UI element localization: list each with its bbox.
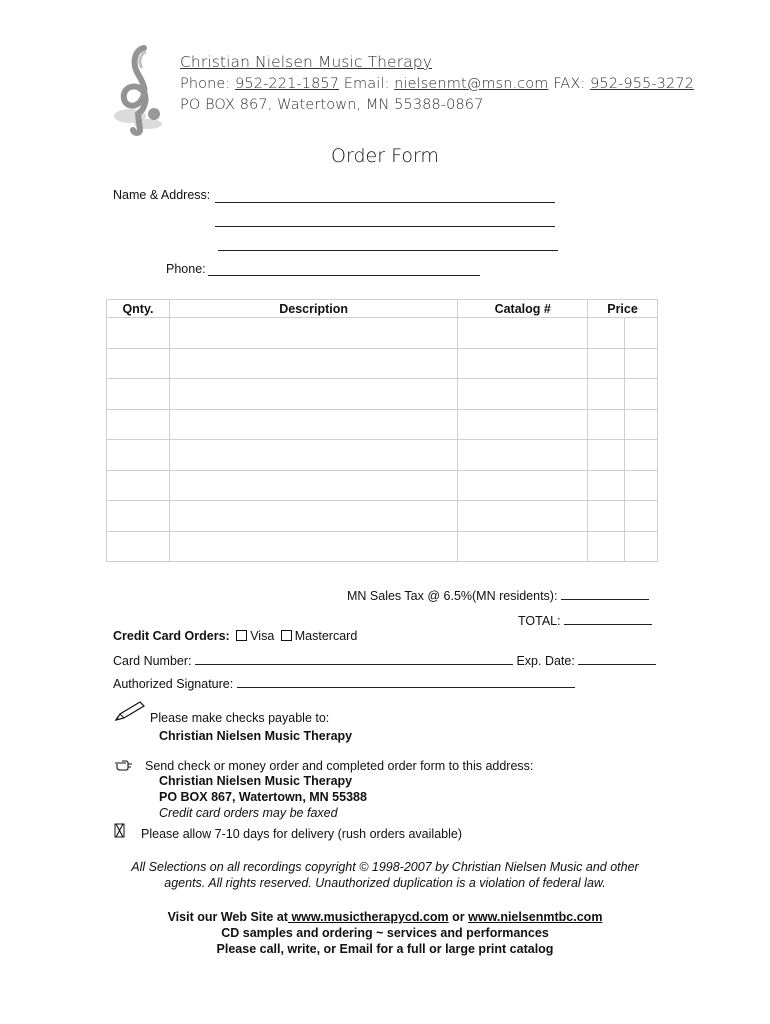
catalog-cell[interactable] <box>458 318 588 349</box>
signature-line: Authorized Signature: <box>113 677 575 691</box>
catalog-cell[interactable] <box>458 348 588 379</box>
name-address-label: Name & Address: <box>113 188 211 202</box>
phone-field[interactable] <box>208 265 480 276</box>
exp-date-field[interactable] <box>578 654 656 665</box>
send-text: Send check or money order and completed order form to this address: <box>145 759 534 773</box>
table-row <box>107 501 658 532</box>
send-address: PO BOX 867, Watertown, MN 55388 <box>159 790 367 804</box>
table-header-row <box>107 300 658 318</box>
table-row <box>107 348 658 379</box>
price-cell[interactable] <box>588 531 658 562</box>
col-qnty: Qnty. <box>107 300 170 318</box>
site-link-1[interactable]: www.musictherapycd.com <box>291 910 449 924</box>
order-table <box>106 299 658 562</box>
price-cell[interactable] <box>588 348 658 379</box>
description-cell[interactable] <box>169 531 457 562</box>
catalog-cell[interactable] <box>458 531 588 562</box>
copyright-line-1: All Selections on all recordings copyright © 1998-2007 by Christian Nielsen Music and other <box>131 860 639 874</box>
description-cell[interactable] <box>169 501 457 532</box>
table-row <box>107 318 658 349</box>
sales-tax-line: MN Sales Tax @ 6.5%(MN residents): <box>347 589 649 603</box>
qnty-cell[interactable] <box>107 409 170 440</box>
delivery-text: Please allow 7-10 days for delivery (rush orders available) <box>141 827 462 841</box>
qnty-cell[interactable] <box>107 440 170 471</box>
name-address-field-3[interactable] <box>218 240 558 251</box>
catalog-cell[interactable] <box>458 409 588 440</box>
footer-catalog: Please call, write, or Email for a full or large print catalog <box>216 942 554 956</box>
send-note: Credit card orders may be faxed <box>159 806 338 820</box>
card-number-line: Card Number: Exp. Date: <box>113 654 656 668</box>
send-name: Christian Nielsen Music Therapy <box>159 774 353 788</box>
description-cell[interactable] <box>169 470 457 501</box>
col-catalog: Catalog # <box>458 300 588 318</box>
company-address: PO BOX 867, Watertown, MN 55388-0867 <box>180 97 484 113</box>
catalog-cell[interactable] <box>458 379 588 410</box>
phone-link[interactable]: 952-221-1857 <box>235 76 340 92</box>
catalog-cell[interactable] <box>458 440 588 471</box>
total-line: TOTAL: <box>518 614 652 628</box>
price-cell[interactable] <box>588 379 658 410</box>
pointing-hand-icon <box>114 757 136 771</box>
qnty-cell[interactable] <box>107 348 170 379</box>
page-title: Order Form <box>331 145 439 167</box>
mastercard-checkbox[interactable] <box>281 630 292 641</box>
checks-payee: Christian Nielsen Music Therapy <box>159 729 353 743</box>
qnty-cell[interactable] <box>107 379 170 410</box>
table-row <box>107 531 658 562</box>
card-number-field[interactable] <box>195 654 513 665</box>
qnty-cell[interactable] <box>107 531 170 562</box>
description-cell[interactable] <box>169 348 457 379</box>
phone-label: Phone: <box>166 262 206 276</box>
table-row <box>107 409 658 440</box>
qnty-cell[interactable] <box>107 318 170 349</box>
website-line: Visit our Web Site at www.musictherapycd.com or www.nielsenmtbc.com <box>167 910 603 924</box>
fax-number: 952-955-3272 <box>590 76 694 92</box>
catalog-cell[interactable] <box>458 501 588 532</box>
qnty-cell[interactable] <box>107 501 170 532</box>
qnty-cell[interactable] <box>107 470 170 501</box>
contact-line: Phone: 952-221-1857 Email: nielsenmt@msn.com FAX: 952-955-3272 <box>180 76 694 92</box>
price-cell[interactable] <box>588 440 658 471</box>
description-cell[interactable] <box>169 318 457 349</box>
table-row <box>107 379 658 410</box>
catalog-cell[interactable] <box>458 470 588 501</box>
description-cell[interactable] <box>169 440 457 471</box>
price-cell[interactable] <box>588 409 658 440</box>
site-link-2[interactable]: www.nielsenmtbc.com <box>468 910 603 924</box>
hourglass-icon <box>114 823 125 838</box>
signature-field[interactable] <box>237 677 575 688</box>
visa-checkbox[interactable] <box>236 630 247 641</box>
sales-tax-field[interactable] <box>561 589 649 600</box>
table-row <box>107 440 658 471</box>
price-cell[interactable] <box>588 501 658 532</box>
col-description: Description <box>169 300 457 318</box>
treble-clef-logo <box>104 44 170 136</box>
total-field[interactable] <box>564 614 652 625</box>
name-address-field-2[interactable] <box>215 216 555 227</box>
credit-card-line: Credit Card Orders: Visa Mastercard <box>113 629 358 643</box>
name-address-field-1[interactable] <box>215 192 555 203</box>
copyright-line-2: agents. All rights reserved. Unauthorized duplication is a violation of federal law. <box>164 876 606 890</box>
col-price: Price <box>588 300 658 318</box>
footer-services: CD samples and ordering ~ services and performances <box>221 926 549 940</box>
company-name: Christian Nielsen Music Therapy <box>180 53 432 71</box>
price-cell[interactable] <box>588 470 658 501</box>
table-row <box>107 470 658 501</box>
pen-icon <box>114 700 146 722</box>
price-cell[interactable] <box>588 318 658 349</box>
email-link[interactable]: nielsenmt@msn.com <box>394 76 549 92</box>
description-cell[interactable] <box>169 379 457 410</box>
checks-text: Please make checks payable to: <box>150 711 330 725</box>
description-cell[interactable] <box>169 409 457 440</box>
